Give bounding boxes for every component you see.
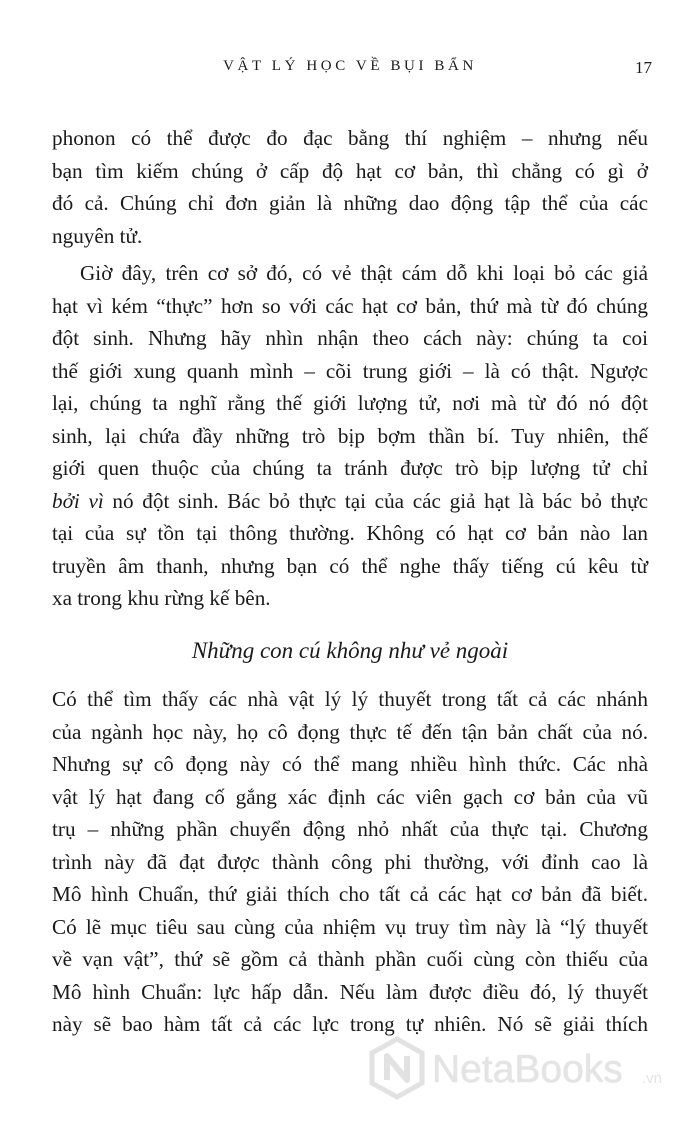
watermark-brand: NetaBooks (432, 1048, 623, 1091)
text-line: Giờ đây, trên cơ sở đó, có vẻ thật cám dỗ khi loại bỏ các giả (80, 261, 648, 285)
text-line: lại, chúng ta nghĩ rằng thế giới lượng tử, nơi mà từ đó nó đột (52, 391, 648, 415)
text-line: thế giới xung quanh mình – cõi trung giới – là có thật. Ngược (52, 358, 648, 383)
text-line: bạn tìm kiếm chúng ở cấp độ hạt cơ bản, thì chẳng có gì ở (52, 158, 648, 183)
text-line: đột sinh. Nhưng hãy nhìn nhận theo cách này: chúng ta coi (52, 326, 648, 350)
text-line: nguyên tử. (52, 223, 143, 248)
text-line: hạt vì kém “thực” hơn so với các hạt cơ bản, thứ mà từ đó chúng (52, 293, 648, 318)
text-line: Mô hình Chuẩn: lực hấp dẫn. Nếu làm được điều đó, lý thuyết (52, 979, 648, 1004)
text-line: tại của sự tồn tại thông thường. Không có hạt cơ bản nào lan (52, 521, 648, 545)
netabooks-logo-icon (368, 1036, 426, 1100)
text-line: trụ – những phần chuyển động nhỏ nhất của thực tại. Chương (52, 817, 648, 841)
text-line: trình này đã đạt được thành công phi thường, với đỉnh cao là (52, 849, 648, 874)
text-line: vật lý hạt đang cố gắng xác định các viên gạch cơ bản của vũ (52, 784, 648, 809)
text-line: của ngành học này, họ cô đọng thực tế đến tận bản chất của nó. (52, 719, 648, 744)
running-header (0, 58, 700, 82)
text-line: truyền âm thanh, nhưng bạn có thể nghe thấy tiếng cú kêu từ (52, 553, 648, 578)
emphasis-text: bởi vì (52, 488, 104, 513)
text-span: nó đột sinh. Bác bỏ thực tại của các giả hạt là bác bỏ thực (103, 488, 648, 513)
text-line: phonon có thể được đo đạc bằng thí nghiệm – nhưng nếu (52, 126, 648, 150)
text-line: Nhưng sự cô đọng này có thể mang nhiều hình thức. Các nhà (52, 752, 648, 776)
text-line: Có lẽ mục tiêu sau cùng của nhiệm vụ truy tìm này là “lý thuyết (52, 914, 648, 939)
text-line: Có thể tìm thấy các nhà vật lý lý thuyết trong tất cả các nhánh (52, 687, 648, 711)
text-line: này sẽ bao hàm tất cả các lực trong tự nhiên. Nó sẽ giải thích (52, 1012, 648, 1036)
text-line: sinh, lại chứa đầy những trò bịp bợm thần bí. Tuy nhiên, thế (52, 423, 648, 448)
text-line: về vạn vật”, thứ sẽ gồm cả thành phần cuối cùng còn thiếu của (52, 947, 648, 971)
text-line: giới quen thuộc của chúng ta tránh được trò bịp lượng tử chỉ (52, 456, 648, 480)
text-line-with-emphasis (52, 485, 648, 517)
text-line: Mô hình Chuẩn, thứ giải thích cho tất cả các hạt cơ bản đã biết. (52, 882, 648, 906)
text-line: đó cả. Chúng chỉ đơn giản là những dao động tập thể của các (52, 191, 648, 215)
watermark (368, 1036, 688, 1106)
page-number: 17 (635, 58, 652, 77)
watermark-domain-suffix: .vn (642, 1070, 663, 1087)
text-line: xa trong khu rừng kế bên. (52, 586, 271, 610)
section-heading: Những con cú không như vẻ ngoài (191, 638, 509, 663)
running-title: VẬT LÝ HỌC VỀ BỤI BẨN (223, 58, 477, 74)
